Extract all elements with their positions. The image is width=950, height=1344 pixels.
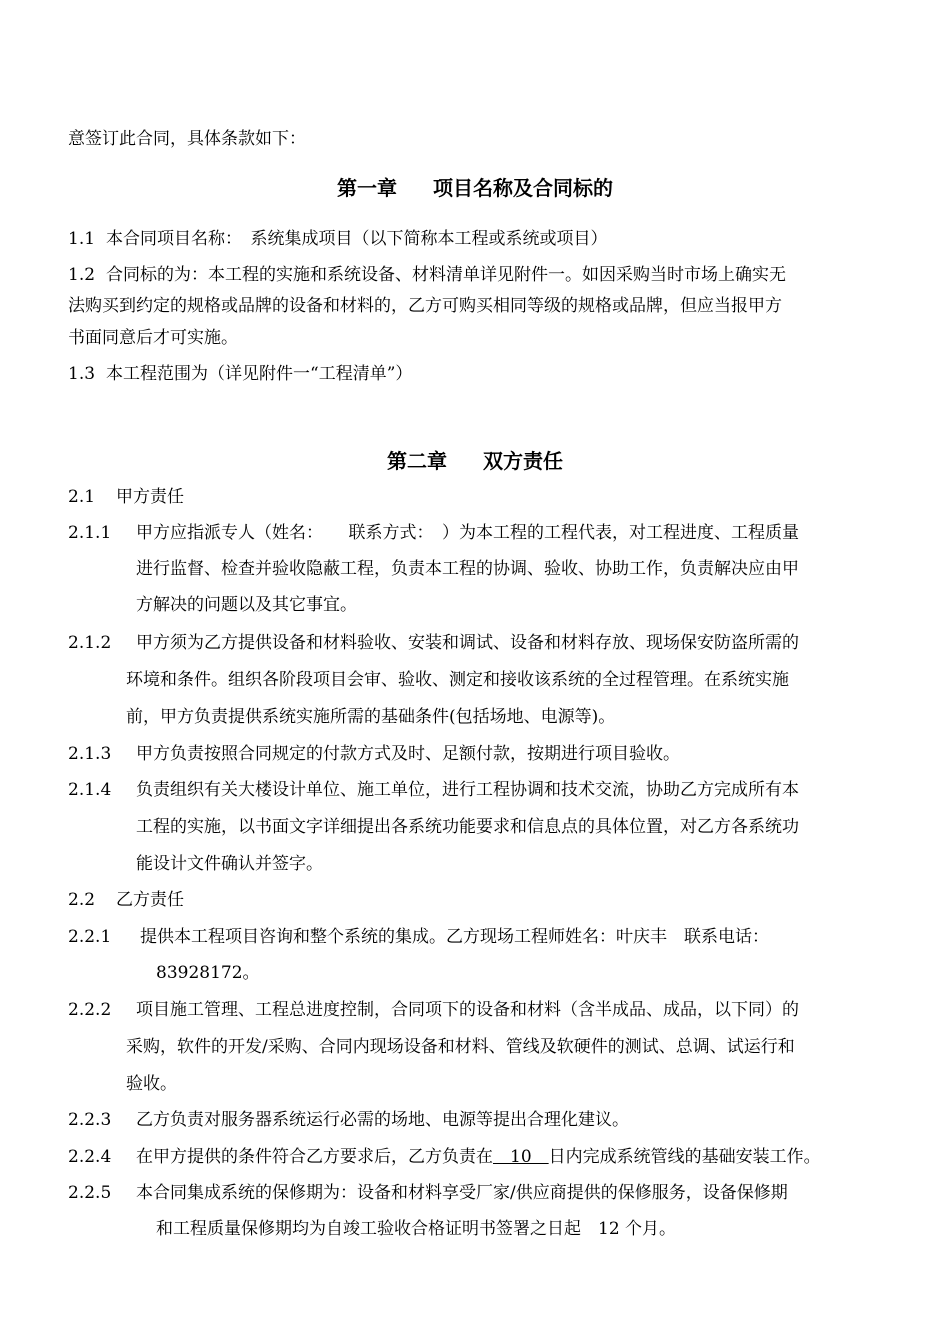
clause-cont: 环境和条件。组织各阶段项目会审、验收、测定和接收该系统的全过程管理。在系统实施 bbox=[126, 670, 789, 690]
clause-2-1-3 bbox=[68, 743, 680, 765]
section-label: 乙方责任 bbox=[116, 890, 184, 910]
clause-number: 2.2.1 bbox=[68, 927, 112, 947]
clause-text: 甲方须为乙方提供设备和材料验收、安装和调试、设备和材料存放、现场保安防盗所需的 bbox=[136, 633, 799, 653]
clause-text: 日内完成系统管线的基础安装工作。 bbox=[548, 1147, 821, 1167]
clause-1-1 bbox=[68, 228, 608, 250]
section-party-b bbox=[68, 889, 184, 911]
clause-cont: 进行监督、检查并验收隐蔽工程，负责本工程的协调、验收、协助工作，负责解决应由甲 bbox=[136, 559, 799, 579]
clause-1-2-cont: 书面同意后才可实施。 bbox=[68, 328, 238, 348]
chapter-1-heading bbox=[0, 175, 950, 201]
clause-text: 负责组织有关大楼设计单位、施工单位，进行工程协调和技术交流，协助乙方完成所有本 bbox=[136, 780, 799, 800]
clause-number: 2.2.2 bbox=[68, 1000, 112, 1020]
section-number: 2.1 bbox=[68, 487, 96, 507]
clause-text: 本合同项目名称： 系统集成项目（以下简称本工程或系统或项目） bbox=[106, 229, 608, 249]
clause-1-3 bbox=[68, 363, 412, 385]
days-blank: 10 bbox=[493, 1147, 549, 1167]
chapter-2-heading bbox=[0, 448, 950, 474]
clause-number: 1.3 bbox=[68, 364, 96, 384]
clause-text: 本合同集成系统的保修期为：设备和材料享受厂家/供应商提供的保修服务，设备保修期 bbox=[136, 1183, 788, 1203]
chapter-1-number: 第一章 bbox=[337, 176, 397, 200]
phone-number: 83928172。 bbox=[156, 963, 260, 983]
clause-cont: 验收。 bbox=[126, 1074, 177, 1094]
clause-cont: 工程的实施，以书面文字详细提出各系统功能要求和信息点的具体位置，对乙方各系统功 bbox=[136, 817, 799, 837]
clause-number: 2.2.5 bbox=[68, 1183, 112, 1203]
clause-1-2-cont: 法购买到约定的规格或品牌的设备和材料的，乙方可购买相同等级的规格或品牌，但应当报甲方 bbox=[68, 296, 782, 316]
clause-number: 2.1.3 bbox=[68, 744, 112, 764]
clause-number: 2.1.2 bbox=[68, 633, 112, 653]
section-number: 2.2 bbox=[68, 890, 96, 910]
chapter-2-title: 双方责任 bbox=[483, 449, 563, 473]
chapter-1-title: 项目名称及合同标的 bbox=[433, 176, 613, 200]
clause-2-2-1 bbox=[68, 926, 769, 948]
clause-2-2-4 bbox=[68, 1146, 821, 1168]
clause-number: 2.2.3 bbox=[68, 1110, 112, 1130]
clause-text: 本工程范围为（详见附件一“工程清单”） bbox=[106, 364, 413, 384]
clause-2-1-4 bbox=[68, 779, 799, 801]
clause-2-2-3 bbox=[68, 1109, 629, 1131]
section-label: 甲方责任 bbox=[116, 487, 184, 507]
clause-text: 在甲方提供的条件符合乙方要求后，乙方负责在 bbox=[136, 1147, 493, 1167]
clause-number: 2.2.4 bbox=[68, 1147, 112, 1167]
clause-cont: 能设计文件确认并签字。 bbox=[136, 854, 323, 874]
clause-cont: 方解决的问题以及其它事宜。 bbox=[136, 595, 357, 615]
clause-2-2-5 bbox=[68, 1182, 788, 1204]
clause-text: 甲方应指派专人（姓名： 联系方式： ）为本工程的工程代表，对工程进度、工程质量 bbox=[136, 523, 799, 543]
clause-cont: 采购，软件的开发/采购、合同内现场设备和材料、管线及软硬件的测试、总调、试运行和 bbox=[126, 1037, 795, 1057]
clause-text: 提供本工程项目咨询和整个系统的集成。乙方现场工程师姓名：叶庆丰 联系电话： bbox=[140, 927, 769, 947]
clause-text: 项目施工管理、工程总进度控制，合同项下的设备和材料（含半成品、成品，以下同）的 bbox=[136, 1000, 799, 1020]
clause-number: 2.1.1 bbox=[68, 523, 112, 543]
clause-number: 1.2 bbox=[68, 265, 96, 285]
clause-text: 甲方负责按照合同规定的付款方式及时、足额付款，按期进行项目验收。 bbox=[136, 744, 680, 764]
clause-2-1-2 bbox=[68, 632, 799, 654]
clause-cont: 前，甲方负责提供系统实施所需的基础条件(包括场地、电源等)。 bbox=[126, 707, 616, 727]
clause-2-1-1 bbox=[68, 522, 799, 544]
section-party-a bbox=[68, 486, 184, 508]
clause-text: 乙方负责对服务器系统运行必需的场地、电源等提出合理化建议。 bbox=[136, 1110, 629, 1130]
clause-1-2 bbox=[68, 264, 786, 286]
intro-text: 意签订此合同，具体条款如下： bbox=[68, 129, 306, 149]
clause-2-2-2 bbox=[68, 999, 799, 1021]
chapter-2-number: 第二章 bbox=[387, 449, 447, 473]
clause-number: 2.1.4 bbox=[68, 780, 112, 800]
clause-number: 1.1 bbox=[68, 229, 96, 249]
clause-text: 合同标的为：本工程的实施和系统设备、材料清单详见附件一。如因采购当时市场上确实无 bbox=[106, 265, 786, 285]
clause-cont: 和工程质量保修期均为自竣工验收合格证明书签署之日起 12 个月。 bbox=[156, 1219, 677, 1239]
